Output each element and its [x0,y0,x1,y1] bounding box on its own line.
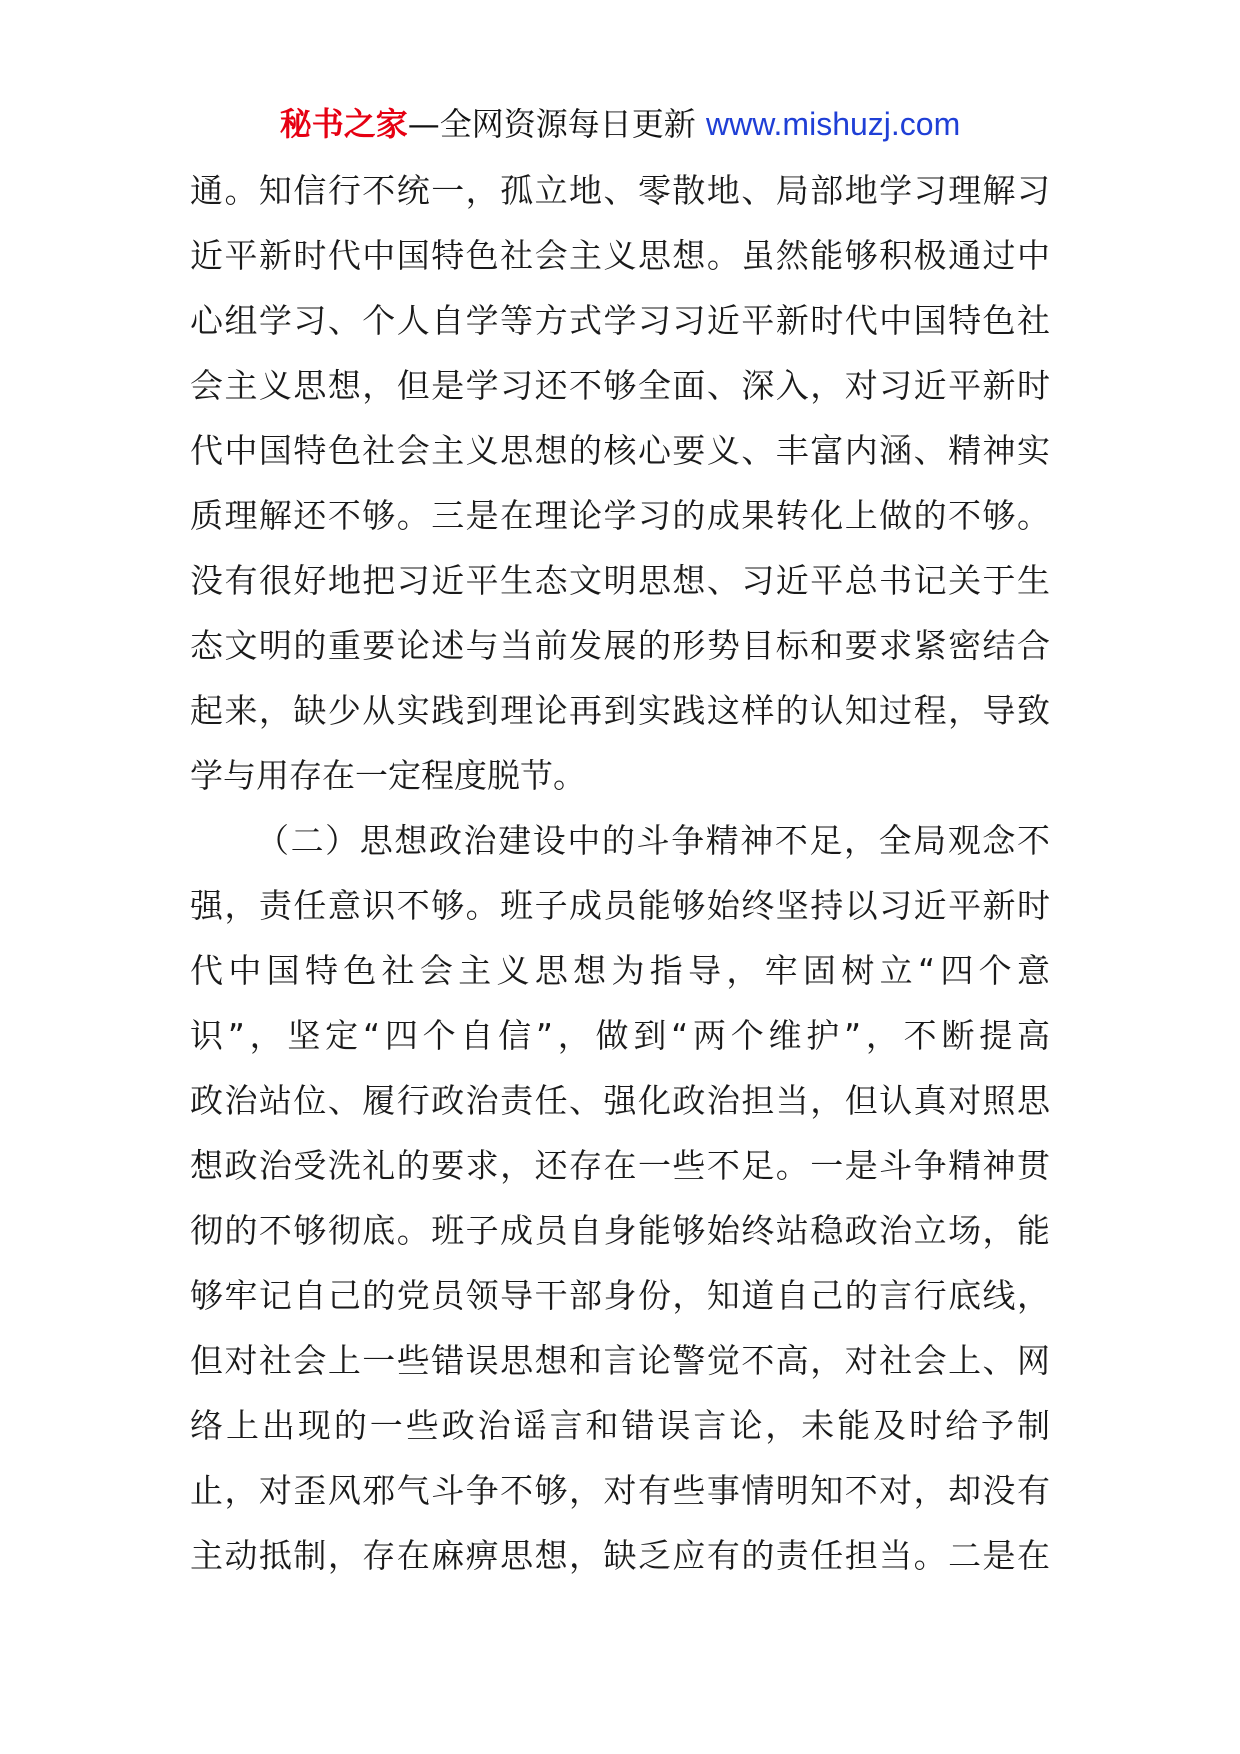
text-line: 代中国特色社会主义思想为指导，牢固树立“四个意 [190,951,1050,990]
text-line: 络上出现的一些政治谣言和错误言论，未能及时给予制 [190,1406,1050,1445]
text-line: 止，对歪风邪气斗争不够，对有些事情明知不对，却没有 [190,1471,1050,1510]
text-line: 会主义思想，但是学习还不够全面、深入，对习近平新时 [190,366,1050,405]
text-line: 主动抵制，存在麻痹思想，缺乏应有的责任担当。二是在 [190,1536,1050,1575]
section-heading-line: （二）思想政治建设中的斗争精神不足，全局观念不 [256,821,1050,860]
text-line: 够牢记自己的党员领导干部身份，知道自己的言行底线， [190,1276,1050,1315]
text-line: 态文明的重要论述与当前发展的形势目标和要求紧密结合 [190,626,1050,665]
text-line: 心组学习、个人自学等方式学习习近平新时代中国特色社 [190,301,1050,340]
text-line: 彻的不够彻底。班子成员自身能够始终站稳政治立场，能 [190,1211,1050,1250]
header-slogan: —全网资源每日更新 [407,105,696,143]
brand-name: 秘书之家 [279,105,408,143]
text-line: 通。知信行不统一，孤立地、零散地、局部地学习理解习 [190,171,1050,210]
text-line: 强，责任意识不够。班子成员能够始终坚持以习近平新时 [190,886,1050,925]
text-line: 起来，缺少从实践到理论再到实践这样的认知过程，导致 [190,691,1050,730]
text-line: 学与用存在一定程度脱节。 [190,756,586,795]
text-line: 政治站位、履行政治责任、强化政治担当，但认真对照思 [190,1081,1050,1120]
text-line: 质理解还不够。三是在理论学习的成果转化上做的不够。 [190,496,1050,535]
text-line: 但对社会上一些错误思想和言论警觉不高，对社会上、网 [190,1341,1050,1380]
text-line: 识”，坚定“四个自信”，做到“两个维护”，不断提高 [190,1016,1050,1055]
text-line: 近平新时代中国特色社会主义思想。虽然能够积极通过中 [190,236,1050,275]
text-line: 代中国特色社会主义思想的核心要义、丰富内涵、精神实 [190,431,1050,470]
text-line: 想政治受洗礼的要求，还存在一些不足。一是斗争精神贯 [190,1146,1050,1185]
site-header [0,100,1240,148]
text-line: 没有很好地把习近平生态文明思想、习近平总书记关于生 [190,561,1050,600]
site-url-link[interactable]: www.mishuzj.com [705,106,961,142]
